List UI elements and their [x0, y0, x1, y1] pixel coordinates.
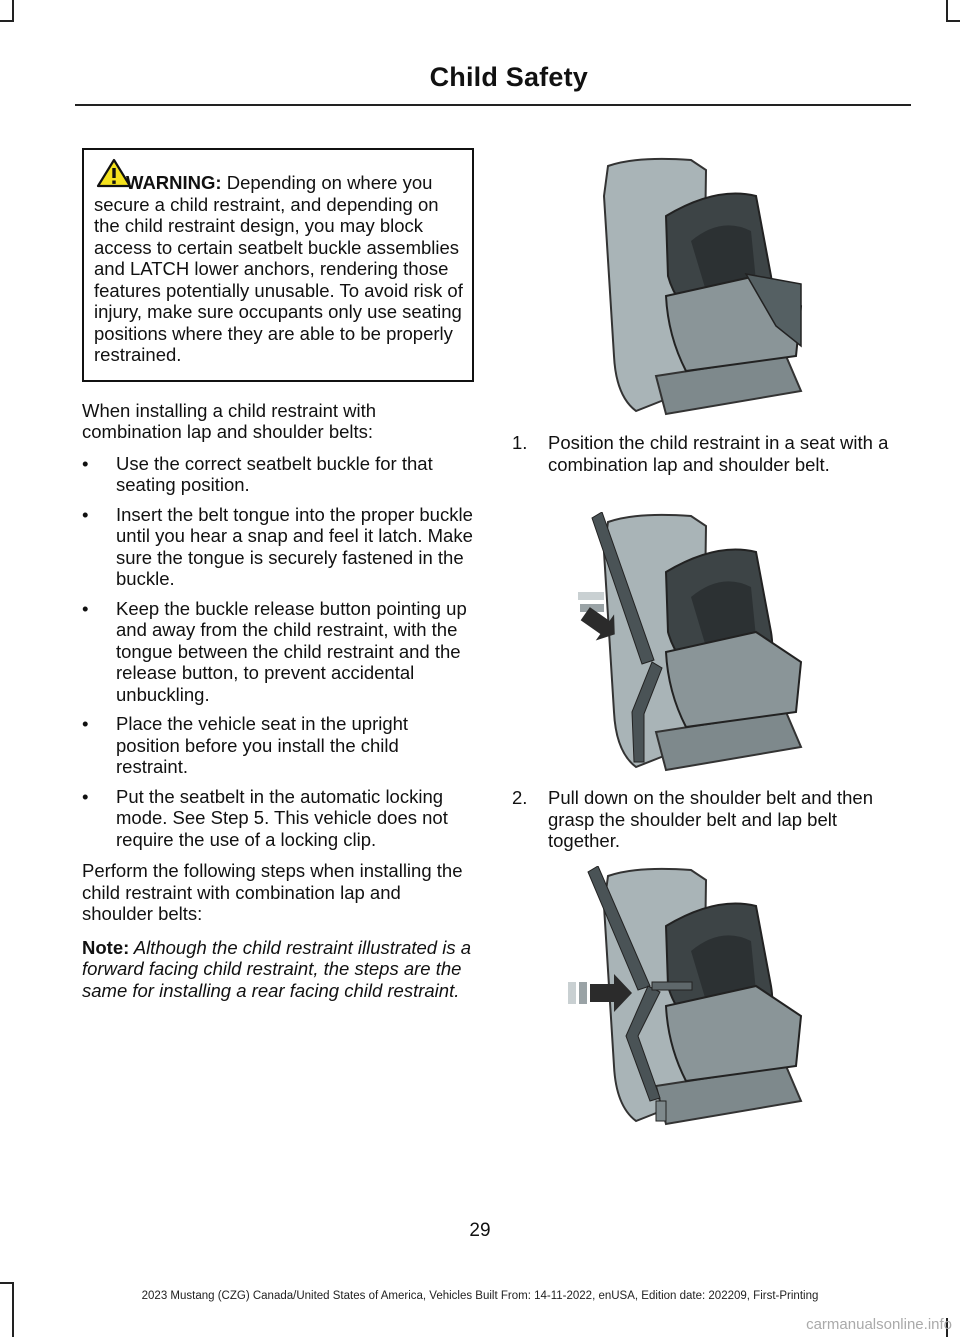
footer-text: 2023 Mustang (CZG) Canada/United States of America, Vehicles Built From: 14-11-2022, enUSA, Edition date: 202209, First-Printing	[141, 1290, 819, 1302]
child-seat-illustration-2	[572, 512, 808, 774]
bullet-marker: •	[82, 785, 89, 807]
header-divider	[75, 104, 911, 106]
warning-triangle-icon	[96, 158, 132, 188]
crop-mark	[946, 20, 960, 22]
list-item-text: Keep the buckle release button pointing up and away from the child restraint, with the tongue between the child restraint and the release button, to prevent accidental unbuckling.	[116, 597, 467, 705]
crop-mark	[0, 1282, 14, 1284]
left-column	[82, 148, 474, 1001]
list-item-text: Insert the belt tongue into the proper buckle until you hear a snap and feel it latch. Make sure the tongue is securely fastened in the buckle.	[116, 503, 473, 589]
warning-label: WARNING:	[126, 172, 222, 193]
step-text: Pull down on the shoulder belt and then grasp the shoulder belt and lap belt together.	[548, 787, 874, 851]
crop-mark	[946, 0, 948, 22]
note-label: Note:	[82, 936, 130, 958]
bullet-marker: •	[82, 452, 89, 474]
crop-mark	[12, 0, 14, 22]
list-item	[82, 713, 474, 778]
bullet-marker: •	[82, 503, 89, 525]
bullet-marker: •	[82, 597, 89, 619]
child-seat-illustration-1	[596, 156, 816, 418]
intro-paragraph: When installing a child restraint with combination lap and shoulder belts:	[82, 399, 377, 442]
crop-mark	[0, 20, 14, 22]
child-seat-illustration-3	[566, 866, 808, 1128]
warning-text	[94, 172, 464, 366]
note-text: Although the child restraint illustrated is a forward facing child restraint, the steps are the same for installing a rear facing child restraint.	[82, 936, 472, 1001]
list-item-text: Place the vehicle seat in the upright position before you install the child restraint.	[116, 713, 409, 777]
page-number: 29	[469, 1220, 491, 1241]
step-number: 2.	[512, 787, 528, 808]
step-number: 1.	[512, 432, 528, 453]
bullet-list	[82, 453, 474, 851]
page-title: Child Safety	[429, 62, 588, 92]
watermark: carmanualsonline.info	[806, 1316, 952, 1333]
step-text: Position the child restraint in a seat with a combination lap and shoulder belt.	[548, 432, 889, 475]
warning-box	[82, 148, 474, 382]
list-item	[82, 453, 474, 496]
warning-body: Depending on where you secure a child restraint, and depending on the child restraint design, you may block access to certain seatbelt buckle assemblies and LATCH lower anchors, rendering those features potentially unusable. To avoid risk of injury, make sure occupants only use seating positions where they are able to be properly restrained.	[94, 172, 463, 365]
step-2	[512, 787, 902, 852]
step-1	[512, 432, 902, 475]
note-paragraph	[82, 937, 474, 1002]
list-item	[82, 504, 474, 590]
list-item	[82, 786, 474, 851]
list-item-text: Put the seatbelt in the automatic locking mode. See Step 5. This vehicle does not require the use of a locking clip.	[116, 785, 448, 850]
steps-intro-paragraph: Perform the following steps when installing the child restraint with combination lap and shoulder belts:	[82, 860, 463, 924]
list-item	[82, 598, 474, 706]
bullet-marker: •	[82, 713, 89, 734]
list-item-text: Use the correct seatbelt buckle for that seating position.	[116, 452, 433, 495]
